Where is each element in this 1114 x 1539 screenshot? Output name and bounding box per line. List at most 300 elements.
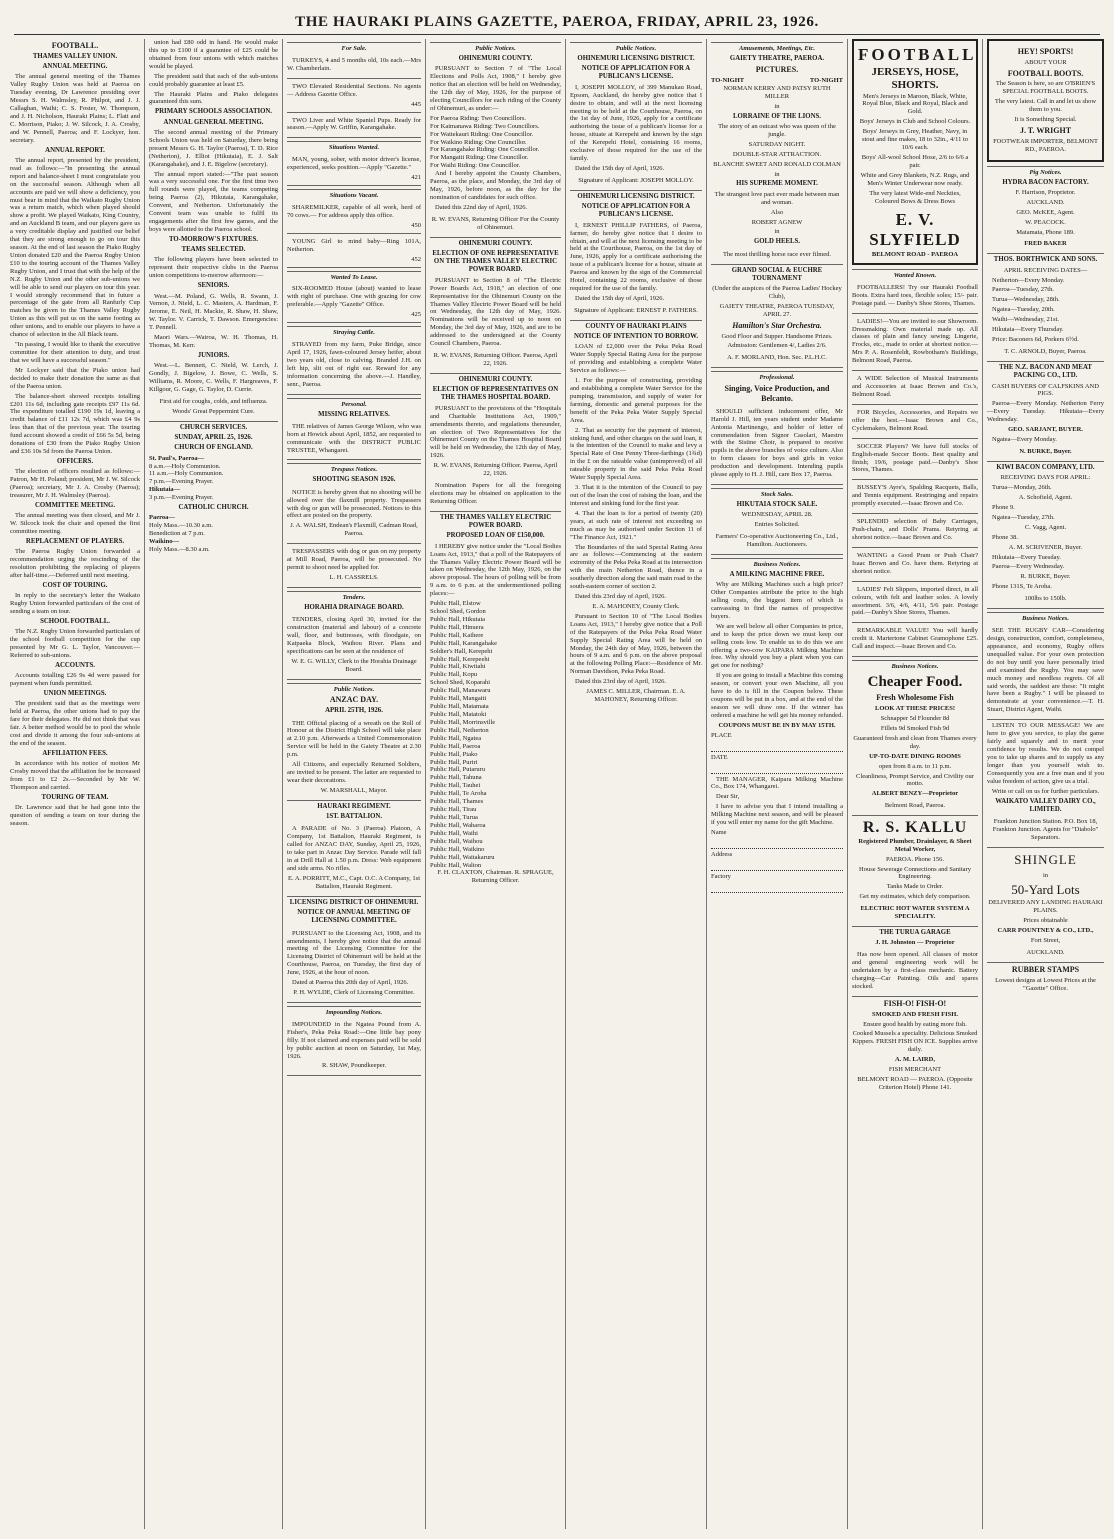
pig-line: A. Schofield, Agent. bbox=[1018, 494, 1073, 501]
polling-place-item: Public Hall, Tirau bbox=[430, 806, 477, 814]
polling-place-item: Public Hall, Puriri bbox=[430, 758, 478, 766]
polling-place-item: Public Hall, Waitakaruru bbox=[430, 853, 495, 861]
section-header: Business Notices. bbox=[711, 558, 843, 569]
notice-signature: Signature of Applicant: ERNEST P. FATHERS. bbox=[574, 306, 698, 314]
notice-signature-block bbox=[430, 350, 561, 374]
polling-place-item: School Shed, Koparahi bbox=[430, 679, 491, 687]
affiliation-subheading: AFFILIATION FEES. bbox=[42, 749, 108, 757]
in-line: in bbox=[774, 170, 780, 178]
pig-line: Turua—Wednesday, 28th. bbox=[992, 296, 1060, 304]
laird-address: BELMONT ROAD — PAEROA. (Opposite Criterion Hotel) Phone 141. bbox=[857, 1076, 973, 1091]
church-line: Benediction at 7 p.m. bbox=[149, 530, 205, 538]
coupon-date-field[interactable] bbox=[711, 754, 843, 774]
tonight-label: TO-NIGHT bbox=[809, 76, 843, 84]
teams-subheading: TEAMS SELECTED. bbox=[181, 246, 246, 254]
hey-heading: HEY! SPORTS! bbox=[1017, 47, 1074, 56]
ad-text: YOUNG Girl to mind baby—Ring 101A, Netherton. bbox=[287, 237, 421, 253]
article-paragraph: In reply to the secretary's letter the Waikato Rugby Union forwarded particulars of the cost of sending a team on tour. bbox=[10, 592, 140, 616]
catholic-church-heading: CATHOLIC CHURCH. bbox=[178, 504, 249, 512]
polling-places-list bbox=[430, 600, 561, 869]
coupon-address-field[interactable] bbox=[711, 851, 843, 871]
church-line: St. Paul's, Paeroa— bbox=[149, 454, 205, 462]
pig-line: Paeroa—Every Monday. Netherton Ferry—Every Tuesday. Hikutaia—Every Wednesday. bbox=[987, 400, 1104, 424]
schools-heading: PRIMARY SCHOOLS ASSOCIATION. bbox=[154, 108, 273, 116]
ad-text: LADIES' Felt Slippers, imported direct, in all colours, with felt and leather soles. A lovely assortment. 3/6, 4/6, 4/11, 5/6 pair. Postage paid.—Danby's Shoe Stores, Thames. bbox=[852, 585, 978, 617]
euchre-heading: GRAND SOCIAL & EUCHRE TOURNAMENT bbox=[731, 266, 823, 282]
field-line bbox=[711, 764, 843, 774]
classified-ad bbox=[287, 202, 421, 234]
ad-text: LISTEN TO OUR MESSAGE! We are here to give you service, to play the game fairly and squarely and to merit your confidence by results. We do not compel you to take up shares and to supply us any longer than you yourself wish to. Consequently you are a free man and if you value freedom of action, give us a trial. bbox=[987, 722, 1104, 785]
polling-place-item: Public Hall, Manawaru bbox=[430, 687, 491, 695]
stock-sale-heading: HIKUTAIA STOCK SALE. bbox=[736, 500, 818, 508]
ad-text: SHAREMILKER, capable of all work, herd of 70 cows.— For address apply this office. bbox=[287, 203, 421, 219]
polling-place-item: Public Hall, Hinuera bbox=[430, 623, 484, 631]
rubber-stamps-text: Lowest designs at Lowest Prices at the "Gazette" Office. bbox=[995, 976, 1096, 992]
ad-text: REMARKABLE VALUE! You will hardly credit it. Martertone Cabinet Gramophone £25. Call and inspect.—Isaac Brown and Co. bbox=[852, 627, 978, 651]
article-paragraph: The second annual meeting of the Primary Schools Union was held on Saturday, there being present Messrs G. H. Taylor (Paeroa), T. D. Rice (Netherton), J. Elliot (Hikutaia), E. J. Salt (Karangahake), and J. E. Bigelow (secretary). bbox=[149, 128, 278, 168]
church-line: Holy Mass.—8.30 a.m. bbox=[149, 546, 210, 554]
ad-text: STRAYED from my farm, Puke Bridge, since April 17, 1926, fawn-coloured Jersey heifer, about two years old, close to calving. Branded J.H. on left hip, slit out of right ear. Reward for any information concerning the above.—J. Handley, senr., Paeroa. bbox=[287, 341, 421, 388]
notice-heading: OHINEMURI COUNTY. bbox=[458, 375, 533, 383]
polling-place-item: Public Hall, Waihi bbox=[430, 829, 478, 837]
polling-place-item: Public Hall, Putaruru bbox=[430, 766, 486, 774]
classified-ad bbox=[852, 373, 978, 405]
accounts-subheading: ACCOUNTS. bbox=[55, 662, 95, 669]
notice-subheading: NOTICE OF APPLICATION FOR A PUBLICAN'S LICENSE. bbox=[581, 65, 691, 81]
hey-sub: ABOUT YOUR bbox=[1024, 58, 1067, 66]
notice-signature: Signature of Applicant: JOSEPH MOLLOY. bbox=[578, 176, 694, 184]
pig-line: Matamata, Phone 189. bbox=[1016, 228, 1075, 236]
schools-subheading: ANNUAL GENERAL MEETING. bbox=[163, 118, 264, 126]
columns bbox=[6, 39, 1108, 1529]
notice-signature: R. W. EVANS, Returning Officer. Paeroa, April 22, 1926. bbox=[433, 462, 558, 478]
euchre-signature: A. F. MORLAND, Hon. Sec. P.L.H.C. bbox=[727, 354, 827, 362]
football-jerseys-ad bbox=[852, 39, 978, 265]
church-line: 7 p.m.—Evening Prayer. bbox=[149, 478, 214, 486]
pig-line: Ngatea—Tuesday, 20th. bbox=[992, 306, 1055, 314]
ad-text: Boys' Jerseys in Club and School Colours. bbox=[859, 118, 971, 126]
pig-line: N. BURKE, Buyer. bbox=[1019, 447, 1072, 455]
riding-item: For Paeroa Riding: Two Councillors. bbox=[430, 114, 527, 122]
fisho-heading: FISH-O! FISH-O! bbox=[883, 998, 947, 1008]
polling-place-item: Public Hall, Kopu bbox=[430, 671, 478, 679]
euchre-venue: GAIETY THEATRE, PAEROA TUESDAY, APRIL 27. bbox=[719, 302, 835, 318]
notice-text: 4. That the loan is for a period of twenty (20) years, at such rate of interest not exceeding so much as may be authorised under Section 11 of "The Finance Act, 1921." bbox=[570, 509, 702, 541]
classified-ad bbox=[287, 154, 421, 186]
kallu-service: Get my estimates, which defy comparison. bbox=[859, 893, 971, 901]
article-paragraph: West.—M. Poland, G. Wells, R. Swann, J. Vernon, J. Nield, L. C. Masters, A. Hardman, F. Jerome, E. Neil, H. Mackie, R. Shaw, H. Shaw, W. Taylor. V. Carrick, T. Dawson. Emergencies: T. Pennell. bbox=[149, 292, 278, 332]
classified-ad bbox=[287, 236, 421, 268]
field-line bbox=[711, 861, 843, 871]
ad-text: All Citizens, and especially Returned Soldiers, are invited to be present. The latter are requested to wear their decorations. bbox=[287, 761, 421, 784]
polling-place-item: Public Hall, Tahuna bbox=[430, 774, 482, 782]
film-description: The strangest love pact ever made between man and woman. bbox=[714, 190, 840, 206]
ad-text: PURSUANT to the Licensing Act, 1908, and its amendments, I hereby give notice that the annual meeting of the Licensing Committee for the Licensing District of Ohinemuri will be held at the Courthouse, Paeroa, on Tuesday, the first day of June, 1926, at the hour of noon. bbox=[287, 929, 421, 977]
dairy-details: Frankton Junction Station. P.O. Box 18, Frankton Junction. Agents for "Diabolo" Separators. bbox=[992, 818, 1099, 841]
church-line: Hikutaia— bbox=[149, 486, 181, 494]
article-paragraph: union had £80 odd in hand. He would make this up to £100 if a guarantee of £25 could be obtained from four unions with which matches would be played. bbox=[149, 39, 278, 70]
classified-ad bbox=[287, 823, 421, 896]
pig-line: Waihi—Wednesday, 21st. bbox=[992, 316, 1059, 324]
classified-ad bbox=[987, 625, 1104, 720]
ad-subheading: APRIL 25TH, 1926. bbox=[325, 707, 383, 715]
touring-team-subheading: TOURING OF TEAM. bbox=[41, 793, 109, 801]
classified-ad bbox=[287, 614, 421, 679]
classified-ad bbox=[287, 1019, 421, 1077]
double-star-line: DOUBLE-STAR ATTRACTION. bbox=[732, 150, 822, 158]
pig-line: Turua—Monday, 26th. bbox=[992, 484, 1052, 492]
article-paragraph: The N.Z. Rugby Union forwarded particulars of the school football competition for the cup presented by Mr G. L. Taylor, Vancouver.—Referred to sub-unions. bbox=[10, 628, 140, 660]
pig-line: Paeroa—Tuesday, 27th. bbox=[992, 286, 1054, 294]
orchestra-heading: Hamilton's Star Orchestra. bbox=[732, 320, 822, 330]
ad-text: Boys' All-wool School Hose, 2/6 to 6/6 a pair. bbox=[861, 154, 969, 169]
church-line: Waikino— bbox=[149, 538, 179, 546]
ad-text: TWO Elevated Residential Sections. No agents — Address Gazette Office. bbox=[287, 82, 421, 98]
pig-line: FRED BAKER bbox=[1024, 240, 1067, 248]
tonight-row bbox=[711, 77, 843, 85]
polling-place-item: School Shed, Gordon bbox=[430, 608, 486, 616]
slyfield-name: E. V. SLYFIELD bbox=[869, 209, 961, 250]
union-subheading: THAMES VALLEY UNION. bbox=[32, 52, 118, 60]
polling-place-item: Public Hall, Waikino bbox=[430, 845, 485, 853]
rubber-stamps-heading: RUBBER STAMPS bbox=[1011, 965, 1080, 974]
ad-text: TENDERS, closing April 30, invited for the construction (material and labour) of a concrete wall, floor, and buttresses, with floodgate, on Kaipaeka Block, Waihou River. Plans and specifications can be seen at the residence of bbox=[287, 616, 421, 655]
kallu-speciality-block bbox=[852, 903, 978, 927]
coupon-address: THE MANAGER, Kaipara Milking Machine Co., Box 174, Whangarei. bbox=[711, 775, 843, 791]
hey-boots: FOOTBALL BOOTS. bbox=[1007, 68, 1084, 78]
ad-text: The very latest Wide-end Neckties, Coloured Bows & Dress Bows bbox=[869, 189, 961, 205]
notice-text: Dated this 23rd day of April, 1926. bbox=[575, 593, 666, 601]
garage-heading: THE TURUA GARAGE bbox=[879, 929, 951, 937]
dining-heading: UP-TO-DATE DINING ROOMS bbox=[869, 752, 961, 760]
pictures-heading: PICTURES. bbox=[755, 65, 799, 75]
euchre-auspices: (Under the auspices of the Paeroa Ladies' Hockey Club), bbox=[712, 285, 842, 301]
column-7 bbox=[848, 39, 983, 1529]
fish-price-line: Fillets 9d Smoked Fish 9d bbox=[880, 724, 950, 732]
ad-text: Why are Milking Machines such a high price? Other Companies attribute the price to the high selling costs, the biggest item of which is canvassing to find the names of prospective buyers. bbox=[711, 581, 843, 620]
film-description: The story of an outcast who was queen of the jungle. bbox=[718, 122, 836, 138]
notice-text: I, ERNEST PHILLIP FATHERS, of Paeroa, farmer, do hereby give notice that I desire to obtain, and will at the next licensing meeting to be held at the Courthouse, Paeroa, on the 1st day of June, 1926, apply for a certificate authorising the issue of a publican's license for a house, situate at Paeroa and known by the sign of the Commercial Hotel, containing 22 rooms, exclusive of those required for the use of the family. bbox=[570, 221, 702, 293]
replacement-subheading: REPLACEMENT OF PLAYERS. bbox=[25, 538, 125, 546]
pig-line: Ngatea—Every Monday. bbox=[992, 436, 1057, 444]
garage-details: Has now been opened. All classes of motor and general engineering work will be undertaken by a first-class mechanic. Battery charging—Car Painting. Oils and spares stocked. bbox=[852, 951, 978, 990]
article-paragraph: Maori Wars.—Wairoa, W. H. Thomas, H. Thomas, M. Kerr. bbox=[149, 334, 278, 350]
ad-text: A PARADE of No. 3 (Paeroa) Platoon, A Company, 1st Battalion, Hauraki Regiment, is called for ANZAC DAY, Sunday, April 25, 1926, to take part in Anzac Day Service. Parade will fall in at Drill Hall at 1.50 p.m. Dress: Web equipment and side arms. No rifles. bbox=[287, 825, 421, 872]
classified-ad bbox=[852, 584, 978, 624]
classified-ad bbox=[287, 81, 421, 113]
section-header: Personal. bbox=[287, 398, 421, 409]
ad-text: The very latest. Call in and let us show them to you. bbox=[994, 98, 1097, 114]
field-line bbox=[711, 883, 843, 893]
notice-subheading: PROPOSED LOAN OF £150,000. bbox=[446, 532, 545, 540]
ad-heading: ANZAC DAY. bbox=[329, 695, 379, 705]
pig-heading: THOS. BORTHWICK AND SONS. bbox=[993, 256, 1098, 264]
column-8 bbox=[983, 39, 1108, 1529]
column-2 bbox=[145, 39, 283, 1529]
saturday-line: SATURDAY NIGHT. bbox=[748, 140, 806, 148]
pig-line: CASH BUYERS OF CALFSKINS AND PIGS. bbox=[992, 382, 1099, 398]
kallu-speciality: ELECTRIC HOT WATER SYSTEM A SPECIALITY. bbox=[860, 905, 970, 921]
notice-text: 3. That it is the intention of the Council to pay out of the loan the cost of raising the loan, and the interest and sinking fund for the first year. bbox=[570, 484, 702, 507]
garage-details-block bbox=[852, 949, 978, 997]
section-header: Public Notices. bbox=[287, 683, 421, 694]
notice-heading: THE THAMES VALLEY ELECTRIC POWER BOARD. bbox=[439, 513, 552, 530]
ad-text: TURKEYS, 4 and 5 months old, 10s each.—Mrs W. Chamberlain. bbox=[287, 56, 421, 72]
section-header: Tenders. bbox=[287, 591, 421, 602]
ad-text: We are well below all other Companies in price, and to keep the price down we must keep our selling costs low. To enable us to do this we are offering a two-cow KAIPARA Milking Machine free. Why should you buy a plant when you can get one for nothing? bbox=[711, 622, 843, 670]
shingle-heading: SHINGLE bbox=[1014, 851, 1077, 867]
classified-ad bbox=[287, 55, 421, 79]
ad-signature: J. A. WALSH, Endean's Flaxmill, Cadman Road, Paeroa. bbox=[290, 522, 418, 538]
section-header: For Sale. bbox=[287, 42, 421, 53]
notice-signature: R. W. EVANS, Returning Officer For the County of Ohinemuri. bbox=[431, 215, 560, 231]
pig-line: T. C. ARNOLD, Buyer, Paeroa. bbox=[1004, 348, 1087, 356]
theatre-heading: GAIETY THEATRE, PAEROA. bbox=[729, 54, 825, 62]
cast-line: NORMAN KERRY AND PATSY RUTH MILLER bbox=[723, 84, 831, 100]
polling-place-item: Public Hall, Hikutaia bbox=[430, 615, 486, 623]
classified-ad bbox=[287, 339, 421, 395]
ad-heading: LICENSING DISTRICT OF OHINEMURI. bbox=[289, 898, 419, 906]
notice-signature: JAMES C. MILLER, Chairman. E. A. MAHONEY, Returning Officer. bbox=[586, 688, 686, 704]
ad-text: White and Grey Blankets, N.Z. Rugs, and Men's Winter Underwear now ready. bbox=[860, 171, 970, 187]
notice-subheading: ELECTION OF REPRESENTATIVES ON THE THAMES HOSPITAL BOARD. bbox=[432, 386, 559, 402]
notice-signature: R. W. EVANS, Returning Officer. Paeroa, April 22, 1926. bbox=[433, 352, 558, 367]
notice-subheading: NOTICE OF INTENTION TO BORROW. bbox=[573, 333, 699, 341]
football-boots-ad bbox=[987, 39, 1104, 162]
ad-text: Boys' Jerseys in Grey, Heather, Navy, in stout and fine makes, 18 to 32in., 4/11 to 10/6 each. bbox=[861, 128, 969, 152]
stock-sale-signature: Farmers' Co-operative Auctioneering Co., Ltd., Hamilton. Auctioneers. bbox=[715, 533, 839, 548]
riding-item: For Mangaiti Riding: One Councillor. bbox=[430, 154, 529, 162]
school-football-subheading: SCHOOL FOOTBALL. bbox=[40, 618, 110, 626]
article-paragraph: The election of officers resulted as follows:—Patron, Mr H. Poland; president, Mr J. W. Silcock (Paeroa); secretary, Mr J. A. Crosby (Paeroa); treasurer, Mr J. H. Walmsley (Paeroa). bbox=[10, 468, 140, 500]
notice-text: And I hereby appoint the County Chambers, Paeroa, as the place, and Monday, the 3rd day of May, 1926, before noon, as the day for the nomination of candidates for such office. bbox=[430, 170, 561, 201]
field-label: Factory bbox=[711, 872, 731, 880]
fisho-text: Ensure good health by eating more fish. bbox=[863, 1020, 967, 1028]
field-label: Name bbox=[711, 829, 727, 837]
polling-place-item: Public Hall, Karangahake bbox=[430, 639, 497, 647]
polling-place-item: Public Hall, Kaihere bbox=[430, 631, 484, 639]
pig-line: APRIL RECEIVING DATES— bbox=[1003, 266, 1088, 274]
fish-price-line: Schnapper 5d Flounder 8d bbox=[880, 715, 950, 722]
polling-place-item: Public Hall, Matatoki bbox=[430, 711, 487, 719]
polling-place-item: Public Hall, Kiwitahi bbox=[430, 663, 486, 671]
coupon-name-field[interactable] bbox=[711, 829, 843, 849]
notice-text: Dated the 15th day of April, 1926. bbox=[575, 294, 665, 302]
ad-number: 452 bbox=[411, 255, 421, 263]
pig-line: Phone 38. bbox=[992, 533, 1018, 541]
coupon-factory-field[interactable] bbox=[711, 873, 843, 893]
fisho-text: Cooked Mussels a speciality. Delicious Smoked Kippers. FRESH FISH ON ICE. Supplies arrive daily. bbox=[852, 1030, 978, 1054]
ad-text: The Season is here, so are O'BRIEN'S SPECIAL FOOTBALL BOOTS. bbox=[995, 80, 1096, 96]
juniors-subheading: JUNIORS. bbox=[197, 351, 230, 359]
ad-heading: HAURAKI REGIMENT. bbox=[317, 802, 391, 810]
ad-signature: P. H. WYLDE, Clerk of Licensing Committee. bbox=[293, 989, 415, 997]
pig-line: C. Vagg, Agent. bbox=[1024, 523, 1067, 531]
notice-subheading: NOTICE OF APPLICATION FOR A PUBLICAN'S LICENSE. bbox=[581, 203, 691, 219]
pig-line: Phone 9. bbox=[992, 503, 1015, 511]
euchre-signature-block bbox=[711, 352, 843, 368]
benzy-address-block bbox=[852, 800, 978, 816]
ad-text: WANTING a Good Pram or Push Chair? Isaac Brown and Co. have them. Retyring at shortest notice. bbox=[852, 551, 978, 575]
slyfield-address: BELMONT ROAD - PAEROA bbox=[871, 251, 959, 258]
polling-place-item: Public Hall, Walton bbox=[430, 861, 482, 869]
film-description: The most thrilling horse race ever filmed. bbox=[722, 250, 832, 258]
coupon-deadline: COUPONS MUST BE IN BY MAY 15TH. bbox=[718, 721, 836, 729]
shingle-in: in bbox=[1042, 871, 1049, 879]
notice-heading: COUNTY OF HAURAKI PLAINS bbox=[585, 322, 687, 330]
benzy-name: ALBERT BENZY—Proprietor bbox=[871, 790, 959, 798]
article-paragraph: The president said that each of the sub-unions could probably guarantee at least £5. bbox=[149, 72, 278, 88]
section-header: Public Notices. bbox=[430, 42, 561, 53]
fisho-sub: SMOKED AND FRESH FISH. bbox=[872, 1010, 958, 1018]
riding-list bbox=[430, 115, 561, 170]
notice-text: The Boundaries of the said Special Rating Area are as follows:—Commencing at the eastern extremity of the Peka Peka Road at its intersection with the main Netherton Road, thence in a southerly direction along the said main road to the south-eastern corner of section 2. bbox=[570, 543, 702, 591]
delivery-line: DELIVERED ANY LANDING HAURAKI PLAINS. bbox=[988, 899, 1103, 915]
polling-place-item: Public Hall, Elstow bbox=[430, 600, 481, 608]
ad-text: A WIDE Selection of Musical Instruments and Accessories at Isaac Brown and Co.'s, Belmont Road. bbox=[852, 375, 978, 398]
coupon-place-field[interactable] bbox=[711, 732, 843, 752]
section-header: Pig Notices. bbox=[987, 166, 1104, 177]
polling-place-item: Public Hall, Te Aroha bbox=[430, 790, 487, 798]
church-of-england-heading: CHURCH OF ENGLAND. bbox=[174, 444, 253, 452]
kallu-name: R. S. KALLU bbox=[862, 819, 968, 837]
pig-line: W. PEACOCK. bbox=[1025, 218, 1066, 226]
notice-text: 1. For the purpose of constructing, providing and establishing a complete Water Service for the pumping, transmission, and supply of water for farming, domestic and general purposes for the benefit of the Peka Peka Water Supply Special Area. bbox=[570, 377, 702, 424]
notice-signature: F. H. CLAXTON, Chairman. R. SPRAGUE, Returning Officer. bbox=[437, 869, 554, 885]
column-4 bbox=[426, 39, 566, 1529]
ad-text: FOOTBALLERS! Try our Hauraki Football Boots. Extra hard toes, flexible soles; 15/- pair. Postage paid. — Danby's Shoe Stores, Thames. bbox=[852, 283, 978, 307]
ad-text: First aid for coughs, colds, and influenza. bbox=[159, 397, 268, 405]
wright-address: FOOTWEAR IMPORTER, BELMONT RD., PAEROA. bbox=[993, 137, 1098, 153]
section-header: Public Notices. bbox=[570, 42, 702, 53]
church-listing bbox=[149, 455, 278, 503]
polling-place-item: Public Hall, Matamata bbox=[430, 703, 489, 711]
notice-signature: E. A. MAHONEY, County Clerk. bbox=[592, 602, 680, 610]
polling-place-item: Public Hall, Piako bbox=[430, 750, 478, 758]
laird-name: A. M. LAIRD, bbox=[895, 1056, 935, 1064]
classified-ad bbox=[287, 115, 421, 139]
football-heading: FOOTBALL. bbox=[51, 41, 99, 50]
pig-line: GEO. McKEE, Agent. bbox=[1016, 208, 1075, 216]
pig-block-end bbox=[987, 446, 1104, 462]
ad-text: If you are going to install a Machine this coming season, or convert your own Machine, all you have to do is fill in the Coupon below. These coupons will be put in a box, and at the end of the season we will draw one. If the winner has ordered a machine he will get his money refunded. bbox=[711, 672, 843, 719]
classified-ad bbox=[852, 316, 978, 372]
cast-line: ROBERT AGNEW bbox=[751, 218, 803, 226]
also-line: Also bbox=[770, 208, 784, 216]
classified-ad bbox=[852, 550, 978, 582]
article-paragraph: The Paeroa Rugby Union forwarded a recommendation urging the rescinding of the resolution prohibiting the replacing of players after half-time.—Deferred until next meeting. bbox=[10, 548, 140, 580]
church-services-heading: CHURCH SERVICES. bbox=[179, 423, 248, 431]
seniors-subheading: SENIORS. bbox=[197, 282, 230, 290]
article-paragraph: The annual general meeting of the Thames Valley Rugby Union was held at Paeroa on Tuesday evening, Dr Lawrence presiding over Messrs S. H. Walmsley, R. Philpot, and J. J. Callaghan, Waihi; C. S. Foster, W. Thompson, and J. H. Nicholson, Hauraki Plains; L. Flatt and C. Morrison, Piako; J. W. Silcock, J. A. Crosby, and W. Pennell, Paeroa; and F. Lockyer, hon. secretary. bbox=[10, 73, 140, 144]
classified-ad bbox=[287, 928, 421, 1003]
ad-heading: HORAHIA DRAINAGE BOARD. bbox=[304, 603, 404, 611]
notice-signature-block bbox=[570, 175, 702, 191]
pig-line: 100lbs to 150lb. bbox=[1024, 595, 1067, 603]
ad-signature: W. E. G. WILLY, Clerk to the Horahia Drainage Board. bbox=[291, 657, 417, 673]
ad-text: SEE THE RUGBY CAR—Considering design, construction, comfort, completeness, appearance, and economy, Rugby offers unequalled value. For your own protection do not buy until you have personally tried and examined the Rugby. You may save much money and needless regrets. Of all said words, the saddest are these: "It might have been a Rugby." I will be pleased to demonstrate at your convenience.—T. H. Stuart, District Agent, Waihi. bbox=[987, 627, 1104, 714]
pig-line: AUCKLAND. bbox=[1026, 198, 1065, 206]
notice-heading: OHINEMURI COUNTY. bbox=[458, 239, 533, 247]
church-listing bbox=[149, 514, 278, 554]
stock-sale-date: WEDNESDAY, APRIL 28. bbox=[741, 511, 813, 519]
ad-text: It is Something Special. bbox=[1014, 116, 1077, 124]
polling-place-item: Public Hall, Paeroa bbox=[430, 742, 481, 750]
garage-proprietor: J. H. Johnston — Proprietor bbox=[875, 939, 955, 947]
coupon-body: I have to advise you that I intend installing a Milking Machine next season, and will be pleased if you will enter my name for the gift Machine. bbox=[711, 803, 843, 827]
benzy-address: Belmont Road, Paeroa. bbox=[884, 802, 946, 810]
field-label: Address bbox=[711, 851, 733, 859]
kallu-service: House Sewerage Connections and Sanitary Engineering. bbox=[859, 865, 971, 881]
notice-text: Nomination Papers for all the foregoing elections may be obtained on application to the Returning Officer. bbox=[430, 482, 561, 505]
ad-text: IMPOUNDED in the Ngatea Pound from A. Fisher's, Peka Peka Road:—One little bay pony filly. If not claimed and expenses paid will be sold by public auction at noon on Saturday, 1st May, 1926. bbox=[287, 1020, 421, 1060]
polling-place-item: Public Hall, Waihou bbox=[430, 837, 483, 845]
ad-signature: W. MARSHALL, Mayor. bbox=[320, 786, 388, 794]
ad-text: NOTICE is hereby given that no shooting will be allowed over the flaxmill property. Trespassers with dog or gun will be prosecuted. Notices to this effect are posted on the property. bbox=[287, 488, 421, 520]
carr-city: AUCKLAND. bbox=[1026, 949, 1065, 957]
notice-text: I, JOSEPH MOLLOY, of 399 Manukau Road, Epsom, Auckland, do hereby give notice that I desire to obtain, and will at the next licensing meeting to be held at the Courthouse, Paeroa, on the 1st day of June, 1926, apply for a certificate authorising the issue of a publican's license for a house, situate at Kerepehi and known by the sign of the Kerepehi Hotel, containing 16 rooms, exclusive of those required for the use of the family. bbox=[570, 83, 702, 163]
riding-item: For Waikino Riding: One Councillor. bbox=[430, 138, 527, 146]
fixtures-heading: TO-MORROW'S FIXTURES. bbox=[169, 235, 258, 243]
notice-text: PURSUANT to Section 8 of "The Electric Power Boards Act, 1918," an election of one Representative for the Ohinemuri County on the Thames Valley Electric Power Board will be held on Wednesday, the 12th day of May, 1926. Nominations will be received up to noon on Monday, the 3rd day of May, 1926, and are to be addressed to the undersigned at the County Council Chambers, Paeroa. bbox=[430, 276, 561, 348]
section-header: Stock Sales. bbox=[711, 488, 843, 499]
ad-text: THE Official placing of a wreath on the Roll of Honour at the District High School will take place at 2.10 p.m. Afterwards a United Commemoration Service will be held in the Gaiety Theatre at 2.30 p.m. bbox=[287, 719, 421, 759]
church-line: Holy Mass.—10.30 a.m. bbox=[149, 522, 213, 530]
riding-item: For Waitekauri Riding: One Councillor. bbox=[430, 130, 534, 138]
ad-signature: R. SHAW, Poundkeeper. bbox=[321, 1062, 387, 1070]
classified-ad bbox=[852, 282, 978, 314]
ad-number: 450 bbox=[411, 221, 421, 229]
fish-heading: Fresh Wholesome Fish bbox=[876, 693, 954, 703]
pig-block-end bbox=[987, 593, 1104, 609]
laird-trade: FISH MERCHANT bbox=[888, 1066, 942, 1074]
section-header: Impounding Notices. bbox=[287, 1006, 421, 1017]
ad-text: SOCCER Players? We have full stocks of English-made Soccer Boots. Best quality and finish; 19/6, postage paid.—Danby's Shoe Stores, Thames. bbox=[852, 442, 978, 474]
wright-name: J. T. WRIGHT bbox=[1019, 126, 1072, 136]
film-title: LORRAINE OF THE LIONS. bbox=[732, 112, 821, 120]
section-header: Wanted Known. bbox=[852, 269, 978, 280]
field-line bbox=[711, 742, 843, 752]
pig-line: Price: Baconers 6d, Porkers 6½d. bbox=[992, 336, 1079, 344]
article-paragraph: The Hauraki Plains and Piako delegates guaranteed this sum. bbox=[149, 90, 278, 106]
article-paragraph: The annual report, presented by the president, read as follows:—"In presenting the annual report and balance-sheet I must congratulate you on the successful season. Although when all accounts are paid we will show a deficiency, you must bear in mind that the Waikato Rugby Union was a return match, which when played should show a profit. We played Waikato, King Country, and an Auckland B team, and our players gave us a very creditable display and justified our belief that they are strong enough to go on tour this season. At the end of last season the Piako Rugby Union donated £20 and the Paeroa Rugby Union £10 to the touring account of the Thames Valley Rugby Union, and I trust that with the help of the N.Z. Rugby Union and the other sub-unions we will be able to send our players on tour this year. I would strongly recommend that in future a percentage of the gate from all Ranfurly Cup matches be given to the Thames Valley Rugby Union as this will put us on the same footing as other unions, and to enable our players to have a chance of selection in the All Black team. bbox=[10, 156, 140, 339]
field-label: PLACE bbox=[711, 731, 732, 739]
ad-signature: L. H. CASSRELS. bbox=[329, 573, 379, 581]
ad-text: FOR Bicycles, Accessories, and Repairs we offer the best.—Isaac Brown and Co., Cyclemakers, Belmont Road. bbox=[852, 408, 978, 432]
cheaper-food-title: Cheaper Food. bbox=[867, 674, 963, 691]
article-paragraph: The annual report stated:—"The past season was a very successful one. For the first time two full rounds were played, the teams competing being Paeroa (2), Hikutaia, Karangahake, Convent, and Netherton. Unfortunately the Convent team was unable to fulfil its engagements after the first few games, and the boys were allotted to the Paeroa school. bbox=[149, 170, 278, 233]
ad-text: Woods' Great Peppermint Cure. bbox=[172, 407, 255, 415]
notice-heading: OHINEMURI COUNTY. bbox=[458, 54, 533, 62]
football-title: FOOTBALL bbox=[858, 45, 977, 64]
carr-street: Fort Street, bbox=[1030, 937, 1061, 945]
ad-text: TWO Liver and White Spaniel Pups. Ready for season.—Apply W. Griffin, Karangahake. bbox=[287, 116, 421, 132]
ad-number: 421 bbox=[411, 174, 421, 182]
pig-line: Phone 131S, Te Aroha. bbox=[992, 583, 1052, 591]
pig-line: Netherton—Every Monday. bbox=[992, 276, 1065, 284]
kallu-trade: Registered Plumber, Drainlayer, & Sheet Metal Worker, bbox=[858, 837, 972, 853]
masthead: THE HAURAKI PLAINS GAZETTE, PAEROA, FRIDAY, APRIL 23, 1926. bbox=[14, 14, 1100, 35]
ad-text: Dated at Paeroa this 20th day of April, 1926. bbox=[292, 979, 409, 987]
section-header: Business Notices. bbox=[852, 660, 978, 671]
notice-text: LOAN of £2,000 over the Peka Peka Road Water Supply Special Rating Area for the purpose of providing and establishing a complete Water Service as follows:— bbox=[570, 343, 702, 375]
ad-number: 425 bbox=[411, 311, 421, 319]
classified-ad bbox=[852, 516, 978, 548]
film-title: HIS SUPREME MOMENT. bbox=[736, 180, 818, 188]
annual-meeting-subheading: ANNUAL MEETING. bbox=[42, 63, 108, 71]
notice-text: PURSUANT to Section 7 of "The Local Elections and Polls Act, 1908," I hereby give notice that an election will be held on Wednesday, the 12th day of May, 1926, for the purpose of electing Councillors for each riding of the County of Ohinemuri, as under:— bbox=[430, 65, 561, 112]
pig-line: Paeroa—Every Wednesday. bbox=[992, 563, 1065, 571]
